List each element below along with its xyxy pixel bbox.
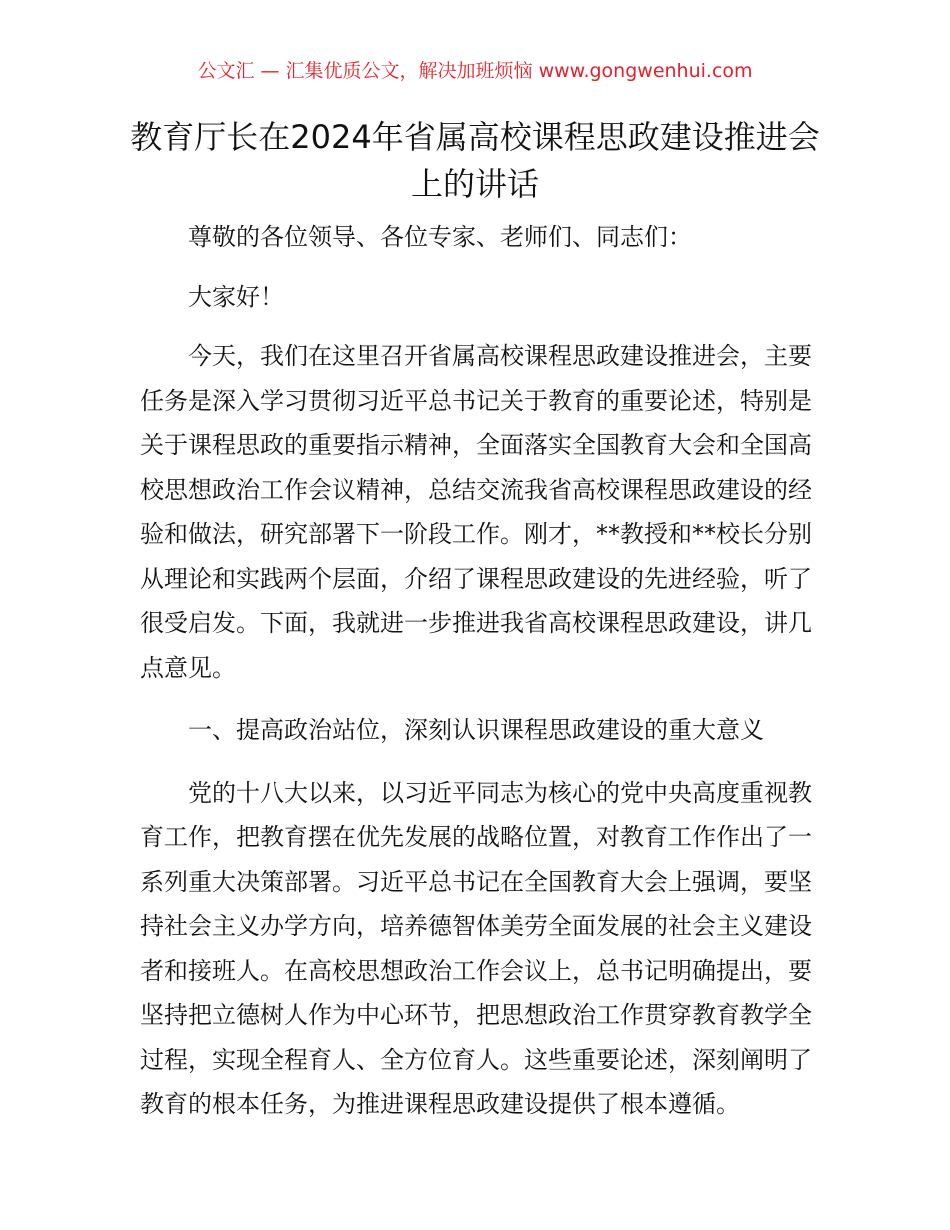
document-body (140, 215, 812, 1145)
section-1-paragraph: 党的十八大以来，以习近平同志为核心的党中央高度重视教育工作，把教育摆在优先发展的战略位置，对教育工作作出了一系列重大决策部署。习近平总书记在全国教育大会上强调，要坚持社会主义办学方向，培养德智体美劳全面发展的社会主义建设者和接班人。在高校思想政治工作会议上，总书记明确提出，要坚持把立德树人作为中心环节，把思想政治工作贯穿教育教学全过程，实现全程育人、全方位育人。这些重要论述，深刻阐明了教育的根本任务，为推进课程思政建设提供了根本遵循。 (140, 778, 812, 1118)
document-title: 教育厅长在2024年省属高校课程思政建设推进会上的讲话 (130, 118, 820, 203)
greeting: 大家好！ (188, 282, 284, 311)
header-banner: 公文汇 — 汇集优质公文，解决加班烦恼 www.gongwenhui.com (197, 60, 753, 82)
salutation: 尊敬的各位领导、各位专家、老师们、同志们： (188, 223, 692, 251)
section-heading-1: 一、提高政治站位，深刻认识课程思政建设的重大意义 (188, 716, 764, 744)
intro-paragraph: 今天，我们在这里召开省属高校课程思政建设推进会，主要任务是深入学习贯彻习近平总书记关于教育的重要论述，特别是关于课程思政的重要指示精神，全面落实全国教育大会和全国高校思想政治工作会议精神，总结交流我省高校课程思政建设的经验和做法，研究部署下一阶段工作。刚才，**教授和**校长分别从理论和实践两个层面，介绍了课程思政建设的先进经验，听了很受启发。下面，我就进一步推进我省高校课程思政建设，讲几点意见。 (140, 342, 812, 682)
